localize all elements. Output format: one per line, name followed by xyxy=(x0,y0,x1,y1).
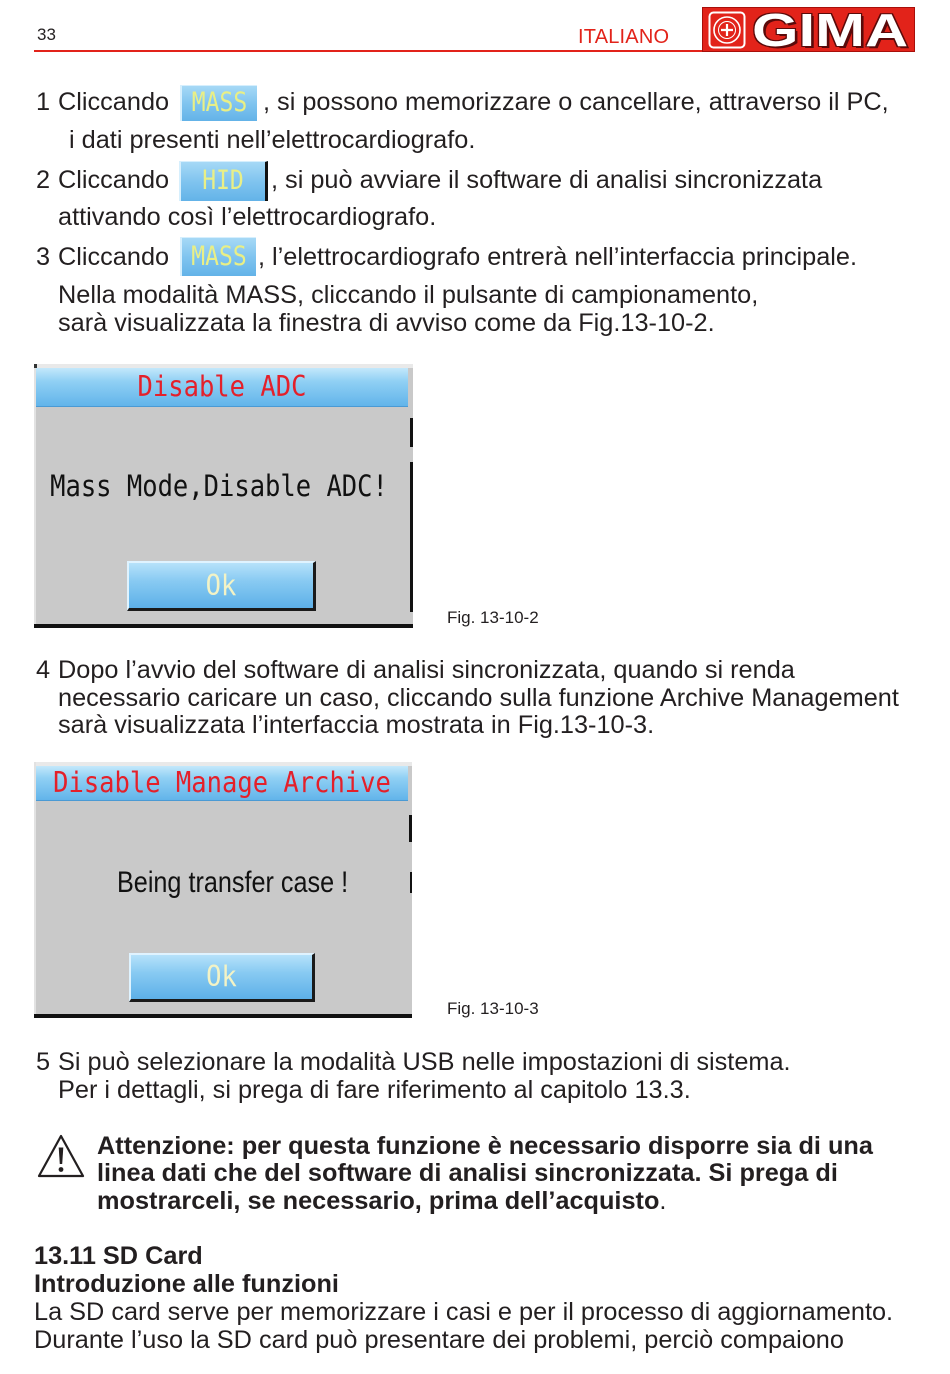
item-3-text-before: Cliccando xyxy=(58,243,170,271)
item-2-text-before: Cliccando xyxy=(58,166,170,194)
warning-line-2: linea dati che del software di analisi sincronizzata. Si prega di xyxy=(97,1159,838,1187)
warning-line-3-text: mostrarceli, se necessario, prima dell’acquisto xyxy=(97,1187,660,1215)
dialog-right-edge xyxy=(410,872,412,893)
item-2-line-2: attivando così l’elettrocardiografo. xyxy=(58,203,437,231)
dialog-title-bar xyxy=(36,766,408,801)
hid-button-label: HID xyxy=(202,165,244,196)
item-1-text-after: , si possono memorizzare o cancellare, attraverso il PC, xyxy=(263,88,889,116)
dialog-ok-label: Ok xyxy=(206,960,237,994)
dialog-ok-button xyxy=(129,953,315,1002)
figure-13-10-2-dialog xyxy=(34,364,413,628)
item-2-number: 2 xyxy=(36,166,51,194)
dialog-title: Disable Manage Archive xyxy=(53,766,391,800)
gima-seal-icon xyxy=(708,11,746,49)
dialog-title: Disable ADC xyxy=(137,370,307,404)
item-1-number: 1 xyxy=(36,88,51,116)
page-number: 33 xyxy=(37,25,56,44)
dialog-right-edge xyxy=(410,418,413,447)
item-4-line-3: sarà visualizzata l’interfaccia mostrata in Fig.13-10-3. xyxy=(58,711,655,739)
warning-triangle-icon xyxy=(37,1133,85,1179)
warning-line-1: Attenzione: per questa funzione è necessario disporre sia di una xyxy=(97,1132,873,1160)
section-line-1: La SD card serve per memorizzare i casi e per il processo di aggiornamento. xyxy=(34,1298,894,1326)
item-3-number: 3 xyxy=(36,243,51,271)
hid-button-image xyxy=(179,161,268,201)
item-5-line-2: Per i dettagli, si prega di fare riferimento al capitolo 13.3. xyxy=(58,1076,691,1104)
warning-trailing-period: . xyxy=(659,1187,667,1215)
item-5-line-1: Si può selezionare la modalità USB nelle impostazioni di sistema. xyxy=(58,1048,791,1076)
dialog-ok-label: Ok xyxy=(205,568,237,603)
mass-button-image xyxy=(180,85,257,121)
mass-button-image xyxy=(180,237,256,276)
language-label: ITALIANO xyxy=(578,26,670,48)
item-3-text-after: , l’elettrocardiografo entrerà nell’interfaccia principale. xyxy=(258,243,857,271)
gima-logo xyxy=(702,7,915,52)
section-subheading: Introduzione alle funzioni xyxy=(34,1270,339,1298)
dialog-title-bar xyxy=(36,368,408,407)
dialog-message: Mass Mode,Disable ADC! xyxy=(50,469,388,505)
logo-wordmark: GIMA xyxy=(752,7,909,52)
figure-13-10-3-dialog xyxy=(34,762,412,1018)
figure-caption: Fig. 13-10-3 xyxy=(447,999,539,1018)
mass-button-label: MASS xyxy=(191,241,247,272)
item-3-line-3: sarà visualizzata la finestra di avviso come da Fig.13-10-2. xyxy=(58,309,715,337)
dialog-right-edge xyxy=(410,462,413,612)
item-4-number: 4 xyxy=(36,656,51,684)
section-heading: 13.11 SD Card xyxy=(34,1242,203,1270)
dialog-message: Being transfer case ! xyxy=(117,866,349,899)
mass-button-label: MASS xyxy=(191,87,248,118)
item-4-line-1: Dopo l’avvio del software di analisi sincronizzata, quando si renda xyxy=(58,656,795,684)
item-2-text-after: , si può avviare il software di analisi sincronizzata xyxy=(271,166,823,194)
item-5-number: 5 xyxy=(36,1048,51,1076)
dialog-ok-button xyxy=(127,561,316,611)
section-line-2: Durante l’uso la SD card può presentare dei problemi, perciò compaiono xyxy=(34,1326,844,1354)
item-1-line-2: i dati presenti nell’elettrocardiografo. xyxy=(69,126,476,154)
dialog-message-row xyxy=(34,469,404,505)
figure-caption: Fig. 13-10-2 xyxy=(447,608,539,627)
item-1-text-before: Cliccando xyxy=(58,88,170,116)
item-4-line-2: necessario caricare un caso, cliccando sulla funzione Archive Management xyxy=(58,684,899,712)
warning-line-3 xyxy=(97,1187,666,1215)
dialog-right-edge xyxy=(409,815,412,842)
item-3-line-2: Nella modalità MASS, cliccando il pulsante di campionamento, xyxy=(58,281,759,309)
